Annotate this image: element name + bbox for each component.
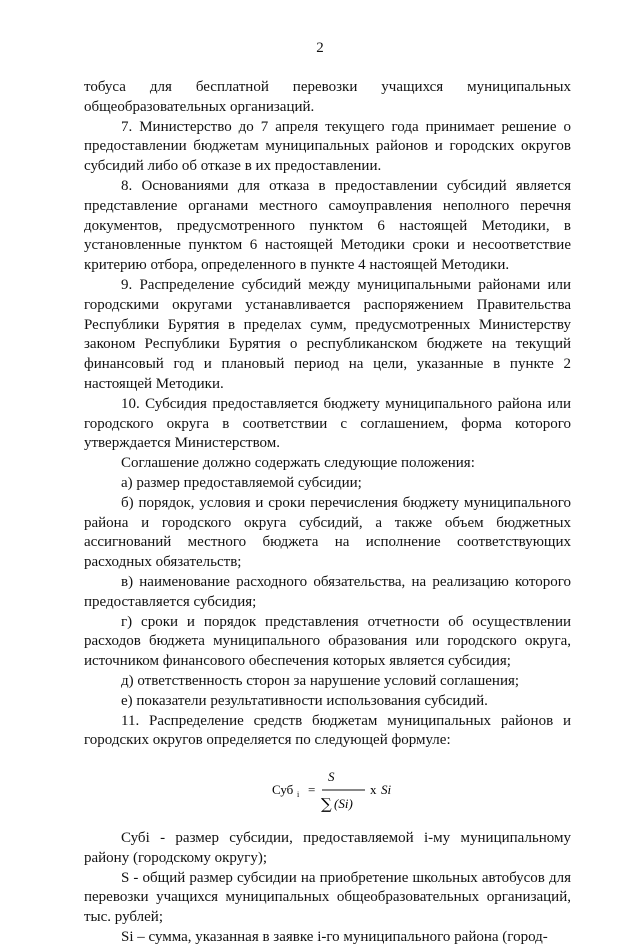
formula-rhs: Si [381,782,392,798]
definition-si: Si – сумма, указанная в заявке i-го муниципального района (город- [121,929,548,946]
paragraph-continuation: тобуса для бесплатной перевозки учащихся муниципальных общеобразовательных организаций. [84,79,571,115]
paragraph-item-11: 11. Распределение средств бюджетам муниципальных районов и городских округов определяется по следующей формуле: [84,712,571,749]
agreement-clause-d: д) ответственность сторон за нарушение условий соглашения; [121,672,520,689]
agreement-clause-g: г) сроки и порядок представления отчетности об осуществлении расходов бюджета муниципального образования или городского округа, источником финансового обеспечения которых является субсидия; [84,613,571,670]
formula-times: x [370,782,377,798]
agreement-clause-b: б) порядок, условия и сроки перечисления бюджету муниципального района и городского округа субсидий, а также объем бюджетных ассигнований местного бюджета на исполнение соответствующих расходных обязательств; [84,494,571,571]
formula-equals: = [308,782,316,798]
sum-symbol: ∑ [321,795,332,814]
agreement-clause-e: е) показатели результативности использования субсидий. [121,692,488,709]
agreement-clause-v: в) наименование расходного обязательства, на реализацию которого предоставляется субсидия; [84,573,571,610]
distribution-formula [84,759,571,823]
document-body [84,78,571,948]
agreement-clause-a: а) размер предоставляемой субсидии; [121,474,362,491]
definition-sub-i: Субi - размер субсидии, предоставляемой i-му муниципальному району (городскому округу); [84,830,571,866]
formula-graphic [272,761,412,821]
page-number: 2 [316,40,324,56]
formula-numerator: S [328,769,335,785]
formula-lhs-subscript: i [297,790,300,800]
agreement-intro: Соглашение должно содержать следующие положения: [121,455,475,472]
definition-s: S - общий размер субсидии на приобретение школьных автобусов для перевозки учащихся муниципальных общеобразовательных организаций, тыс. рублей; [84,869,571,926]
formula-lhs: Суб [272,782,294,798]
paragraph-item-10: 10. Субсидия предоставляется бюджету муниципального района или городского округа в соответствии с соглашением, форма которого утверждается Министерством. [84,395,571,452]
paragraph-item-9: 9. Распределение субсидий между муниципальными районами или городскими округами устанавливается распоряжением Правительства Республики Бурятия в пределах сумм, предусмотренных Министерству законом Республики Бурятия о республиканском бюджете на текущий финансовый год и плановый период на цели, указанные в пункте 2 настоящей Методики. [84,276,571,392]
formula-denominator: (Si) [334,796,353,812]
paragraph-item-7: 7. Министерство до 7 апреля текущего года принимает решение о предоставлении бюджетам муниципальных районов и городских округов субсидий либо об отказе в их предоставлении. [84,118,571,175]
paragraph-item-8: 8. Основаниями для отказа в предоставлении субсидий является представление органами местного самоуправления неполного перечня документов, предусмотренного пунктом 6 настоящей Методики, в установленные пунктом 6 настоящей Методики сроки и несоответствие критерию отбора, определенного в пункте 4 настоящей Методики. [84,177,571,274]
